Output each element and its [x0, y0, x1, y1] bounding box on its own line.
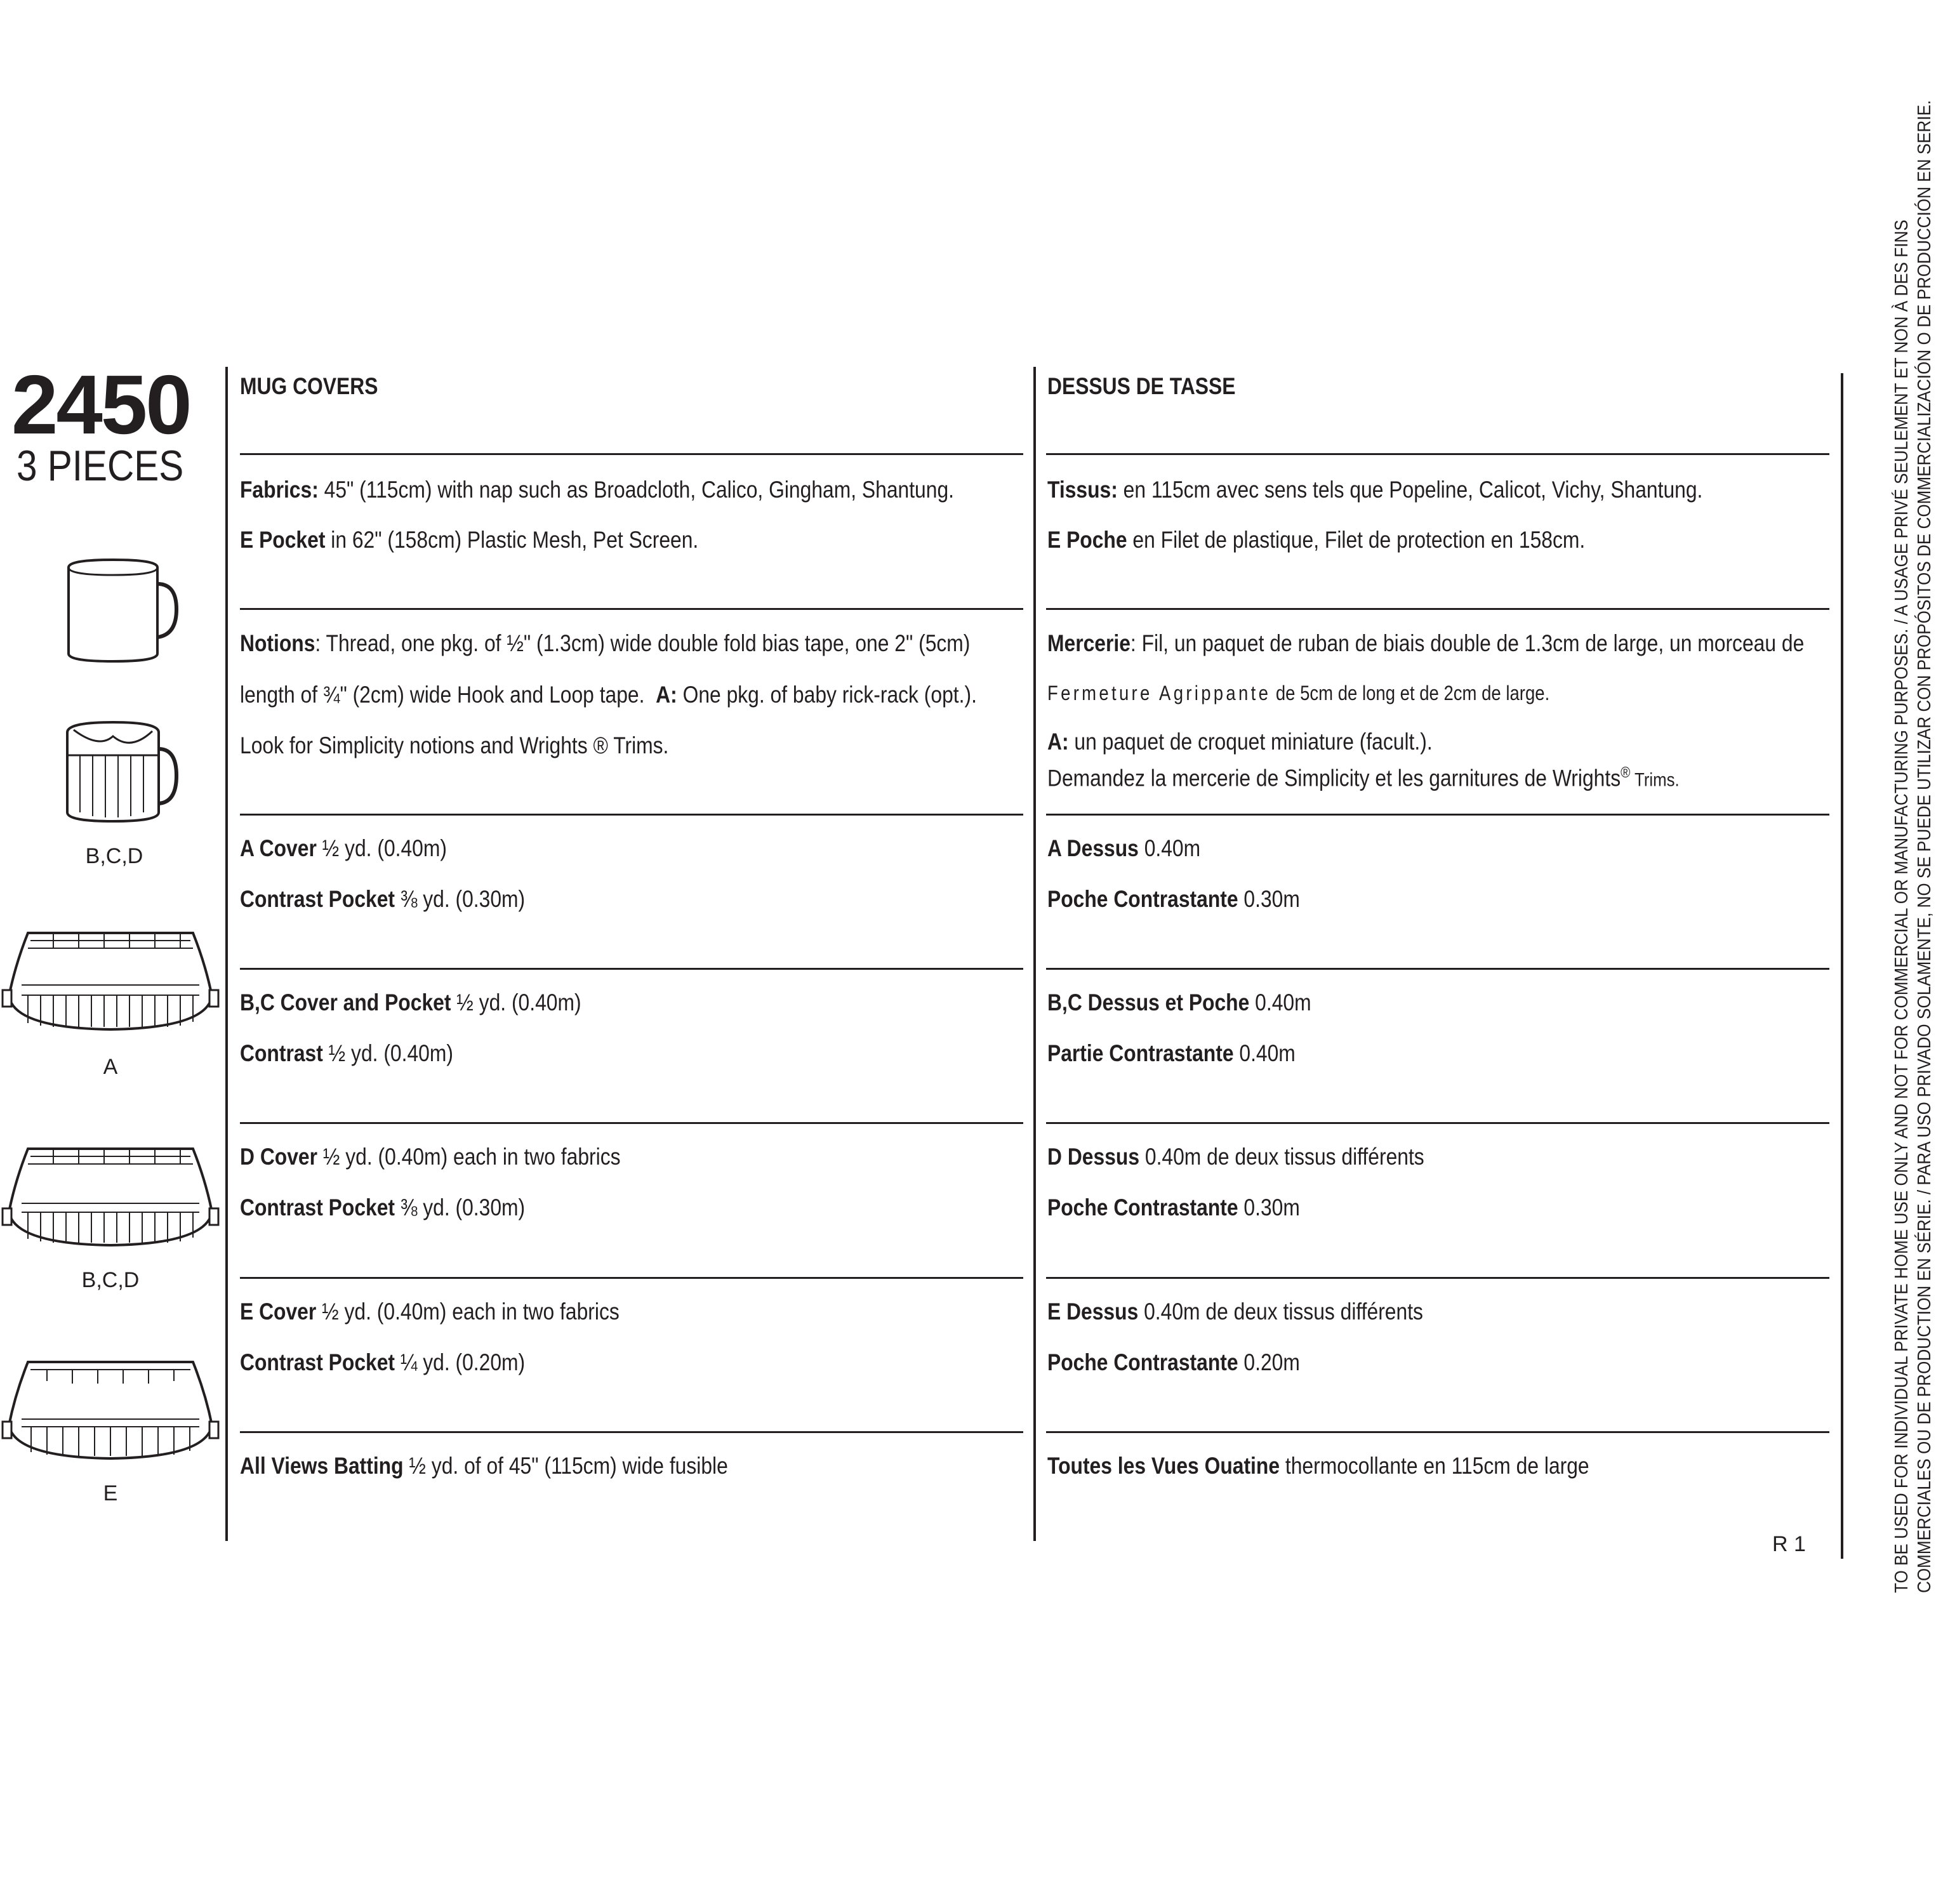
mug-cover-flat-e-icon: [3, 1356, 225, 1464]
english-notions-line1: Notions: Thread, one pkg. of ½" (1.3cm) wide double fold bias tape, one 2" (5cm): [240, 630, 971, 656]
english-heading: MUG COVERS: [240, 373, 378, 399]
mug-cover-icon: [61, 717, 175, 825]
english-d-pocket: Contrast Pocket ⅜ yd. (0.30m): [240, 1194, 526, 1220]
french-notions-line2: Fermeture Agrippante de 5cm de long et de 2cm de large.: [1047, 682, 1550, 704]
piece-count: 3 PIECES: [17, 442, 184, 490]
english-d-cover: D Cover ½ yd. (0.40m) each in two fabrics: [240, 1144, 621, 1170]
french-bc-contrast: Partie Contrastante 0.40m: [1047, 1040, 1296, 1066]
english-pocket-fabric: E Pocket in 62" (158cm) Plastic Mesh, Pet Screen.: [240, 527, 699, 553]
english-batting: All Views Batting ½ yd. of of 45" (115cm) wide fusible: [240, 1453, 728, 1479]
english-bc-cover: B,C Cover and Pocket ½ yd. (0.40m): [240, 989, 581, 1015]
english-a-pocket: Contrast Pocket ⅜ yd. (0.30m): [240, 886, 526, 912]
english-e-cover: E Cover ½ yd. (0.40m) each in two fabrics: [240, 1299, 620, 1325]
french-a-pocket: Poche Contrastante 0.30m: [1047, 886, 1300, 912]
french-d-pocket: Poche Contrastante 0.30m: [1047, 1194, 1300, 1220]
column-divider-middle: [1033, 367, 1036, 1541]
disclaimer-vertical: [1890, 100, 1936, 1594]
french-fabrics: Tissus: en 115cm avec sens tels que Popeline, Calicot, Vichy, Shantung.: [1047, 477, 1703, 503]
view-label-bcd-top: B,C,D: [85, 844, 143, 868]
english-a-cover: A Cover ½ yd. (0.40m): [240, 835, 447, 861]
column-divider-right: [1841, 373, 1843, 1559]
english-notions-line2: length of ¾" (2cm) wide Hook and Loop tape. A: One pkg. of baby rick-rack (opt.).: [240, 682, 977, 708]
french-e-cover: E Dessus 0.40m de deux tissus différents: [1047, 1299, 1423, 1325]
mug-icon: [63, 559, 178, 666]
english-fabrics: Fabrics: 45" (115cm) with nap such as Broadcloth, Calico, Gingham, Shantung.: [240, 477, 954, 503]
french-heading: DESSUS DE TASSE: [1047, 373, 1236, 399]
french-bc-cover: B,C Dessus et Poche 0.40m: [1047, 989, 1311, 1015]
french-d-cover: D Dessus 0.40m de deux tissus différents: [1047, 1144, 1424, 1170]
mug-cover-flat-a-icon: [3, 927, 225, 1035]
column-divider-left: [225, 367, 228, 1541]
french-notions-line3: A: un paquet de croquet miniature (facult.).: [1047, 729, 1433, 755]
french-e-pocket: Poche Contrastante 0.20m: [1047, 1349, 1300, 1375]
english-e-pocket: Contrast Pocket ¼ yd. (0.20m): [240, 1349, 526, 1375]
pattern-number: 2450: [11, 358, 190, 451]
english-notions-line3: Look for Simplicity notions and Wrights ® Trims.: [240, 732, 669, 758]
french-batting: Toutes les Vues Ouatine thermocollante en 115cm de large: [1047, 1453, 1589, 1479]
french-pocket-fabric: E Poche en Filet de plastique, Filet de protection en 158cm.: [1047, 527, 1586, 553]
view-label-bcd: B,C,D: [81, 1268, 140, 1292]
mug-cover-flat-bcd-icon: [3, 1142, 225, 1250]
french-notions-line4: Demandez la mercerie de Simplicity et les garnitures de Wrights® Trims.: [1047, 764, 1680, 791]
disclaimer-line-2: COMMERCIALES OU DE PRODUCTION EN SÉRIE. / PARA USO PRIVADO SOLAMENTE, NO SE PUEDE UTILIZAR CON PROPÓSITOS DE COMMERCIALIZACIÓN O DE PRODUCCIÓN EN SERIE.: [1914, 100, 1935, 1594]
english-bc-contrast: Contrast ½ yd. (0.40m): [240, 1040, 453, 1066]
french-a-cover: A Dessus 0.40m: [1047, 835, 1201, 861]
revision-mark: R 1: [1772, 1532, 1806, 1556]
view-label-e: E: [103, 1481, 118, 1505]
french-notions-line1: Mercerie: Fil, un paquet de ruban de biais double de 1.3cm de large, un morceau de: [1047, 630, 1805, 656]
view-label-a: A: [103, 1055, 118, 1079]
disclaimer-line-1: TO BE USED FOR INDIVIDUAL PRIVATE HOME USE ONLY AND NOT FOR COMMERCIAL OR MANUFACTURING PURPOSES. / A USAGE PRIVÉ SEULEMENT ET NON À DES FINS: [1892, 220, 1912, 1594]
